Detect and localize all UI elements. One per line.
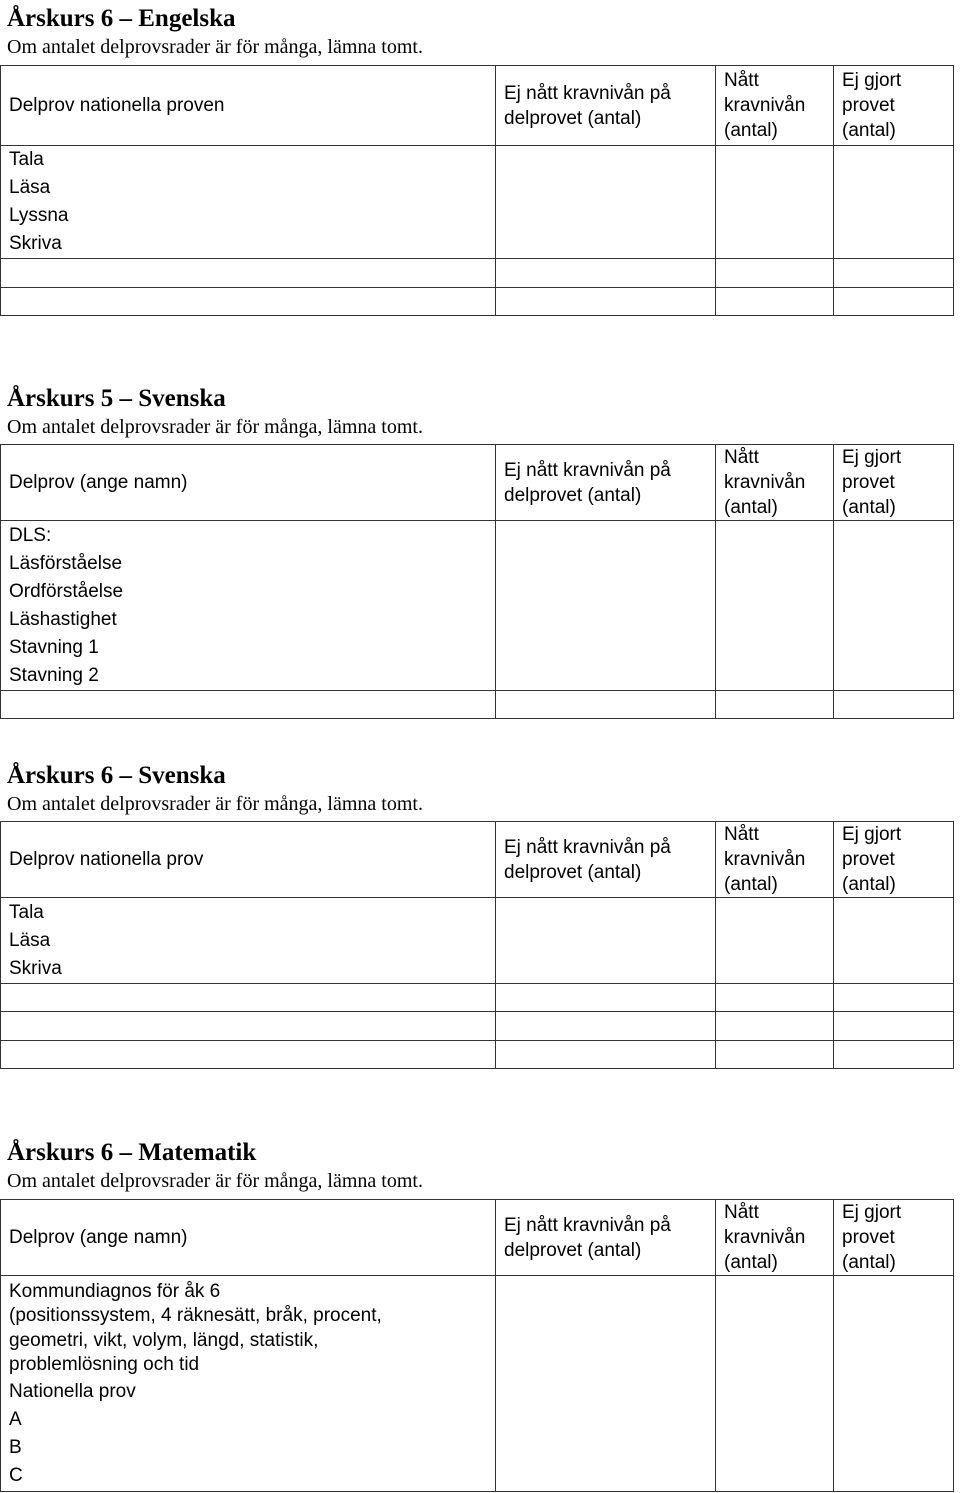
header-ej-gjort: Ej gjort provet (antal): [834, 822, 954, 898]
input-cell[interactable]: [716, 691, 834, 719]
input-cell[interactable]: [834, 1012, 954, 1041]
list-item: Lyssna: [9, 205, 69, 226]
list-item: Kommundiagnos för åk 6: [9, 1280, 221, 1302]
header-ej-natt: Ej nått kravnivån på delprovet (antal): [496, 1200, 716, 1276]
header-natt: Nått kravnivån (antal): [716, 66, 834, 146]
list-item: Läsa: [9, 177, 51, 198]
list-item: geometri, vikt, volym, längd, statistik,: [9, 1329, 319, 1351]
delprov-list: [1, 146, 496, 259]
header-ej-gjort: Ej gjort provet (antal): [834, 445, 954, 521]
input-cell[interactable]: [1, 259, 496, 288]
delprov-list: [1, 898, 496, 984]
delprov-list: [1, 521, 496, 691]
input-cell[interactable]: [834, 259, 954, 288]
header-ej-natt: Ej nått kravnivån på delprovet (antal): [496, 822, 716, 898]
header-natt: Nått kravnivån (antal): [716, 445, 834, 521]
input-cell[interactable]: [716, 521, 834, 691]
section-matematik-6: [0, 1138, 960, 1193]
input-cell[interactable]: [1, 984, 496, 1012]
section-title: Årskurs 5 – Svenska: [7, 385, 226, 412]
input-cell[interactable]: [716, 146, 834, 259]
header-ej-natt: Ej nått kravnivån på delprovet (antal): [496, 66, 716, 146]
list-item: Läsförståelse: [9, 552, 123, 574]
input-cell[interactable]: [716, 1041, 834, 1069]
input-cell[interactable]: [1, 1012, 496, 1041]
section-title: Årskurs 6 – Engelska: [7, 5, 236, 32]
section-subtitle: Om antalet delprovsrader är för många, lämna tomt.: [7, 1170, 423, 1192]
header-natt: Nått kravnivån (antal): [716, 1200, 834, 1276]
section-subtitle: Om antalet delprovsrader är för många, lämna tomt.: [7, 793, 423, 815]
input-cell[interactable]: [834, 1041, 954, 1069]
section-engelska-6: [0, 4, 960, 59]
list-item: A: [9, 1408, 22, 1430]
list-item: problemlösning och tid: [9, 1354, 200, 1375]
header-delprov: Delprov nationella proven: [1, 66, 496, 146]
input-cell[interactable]: [716, 1012, 834, 1041]
list-item: Tala: [9, 149, 44, 170]
input-cell[interactable]: [496, 146, 716, 259]
delprov-list: [1, 1276, 496, 1492]
input-cell[interactable]: [496, 259, 716, 288]
list-item: Stavning 1: [9, 636, 99, 658]
header-delprov: Delprov nationella prov: [1, 822, 496, 898]
input-cell[interactable]: [1, 1041, 496, 1069]
header-ej-gjort: Ej gjort provet (antal): [834, 1200, 954, 1276]
table-matematik-6: [0, 1199, 954, 1492]
list-item: Skriva: [9, 233, 62, 254]
header-ej-natt: Ej nått kravnivån på delprovet (antal): [496, 445, 716, 521]
section-svenska-5: [0, 384, 960, 439]
input-cell[interactable]: [716, 288, 834, 316]
input-cell[interactable]: [834, 691, 954, 719]
input-cell[interactable]: [496, 1276, 716, 1492]
list-item: Stavning 2: [9, 664, 99, 686]
input-cell[interactable]: [496, 1041, 716, 1069]
input-cell[interactable]: [834, 521, 954, 691]
section-title: Årskurs 6 – Matematik: [7, 1139, 257, 1166]
list-item: C: [9, 1464, 23, 1486]
section-svenska-6: [0, 761, 960, 816]
list-item: Läsa: [9, 929, 51, 951]
header-natt: Nått kravnivån (antal): [716, 822, 834, 898]
input-cell[interactable]: [716, 984, 834, 1012]
input-cell[interactable]: [496, 898, 716, 984]
input-cell[interactable]: [834, 146, 954, 259]
list-item: Tala: [9, 901, 44, 923]
list-item: Läshastighet: [9, 608, 117, 630]
input-cell[interactable]: [496, 521, 716, 691]
list-item: Ordförståelse: [9, 580, 124, 602]
header-ej-gjort: Ej gjort provet (antal): [834, 66, 954, 146]
input-cell[interactable]: [1, 288, 496, 316]
table-svenska-6: [0, 821, 954, 1069]
input-cell[interactable]: [834, 898, 954, 984]
input-cell[interactable]: [1, 691, 496, 719]
list-item: Nationella prov: [9, 1380, 136, 1402]
section-subtitle: Om antalet delprovsrader är för många, lämna tomt.: [7, 416, 423, 438]
input-cell[interactable]: [716, 1276, 834, 1492]
input-cell[interactable]: [834, 288, 954, 316]
header-delprov: Delprov (ange namn): [1, 1200, 496, 1276]
list-item: (positionssystem, 4 räknesätt, bråk, procent,: [9, 1305, 382, 1326]
table-engelska-6: [0, 65, 954, 316]
header-delprov: Delprov (ange namn): [1, 445, 496, 521]
list-item: B: [9, 1436, 22, 1458]
list-item: DLS:: [9, 524, 52, 546]
input-cell[interactable]: [834, 984, 954, 1012]
table-svenska-5: [0, 444, 954, 719]
input-cell[interactable]: [834, 1276, 954, 1492]
input-cell[interactable]: [496, 288, 716, 316]
input-cell[interactable]: [496, 691, 716, 719]
input-cell[interactable]: [496, 1012, 716, 1041]
list-item: Skriva: [9, 957, 62, 979]
input-cell[interactable]: [716, 898, 834, 984]
section-title: Årskurs 6 – Svenska: [7, 762, 226, 789]
input-cell[interactable]: [716, 259, 834, 288]
section-subtitle: Om antalet delprovsrader är för många, lämna tomt.: [7, 36, 423, 58]
input-cell[interactable]: [496, 984, 716, 1012]
